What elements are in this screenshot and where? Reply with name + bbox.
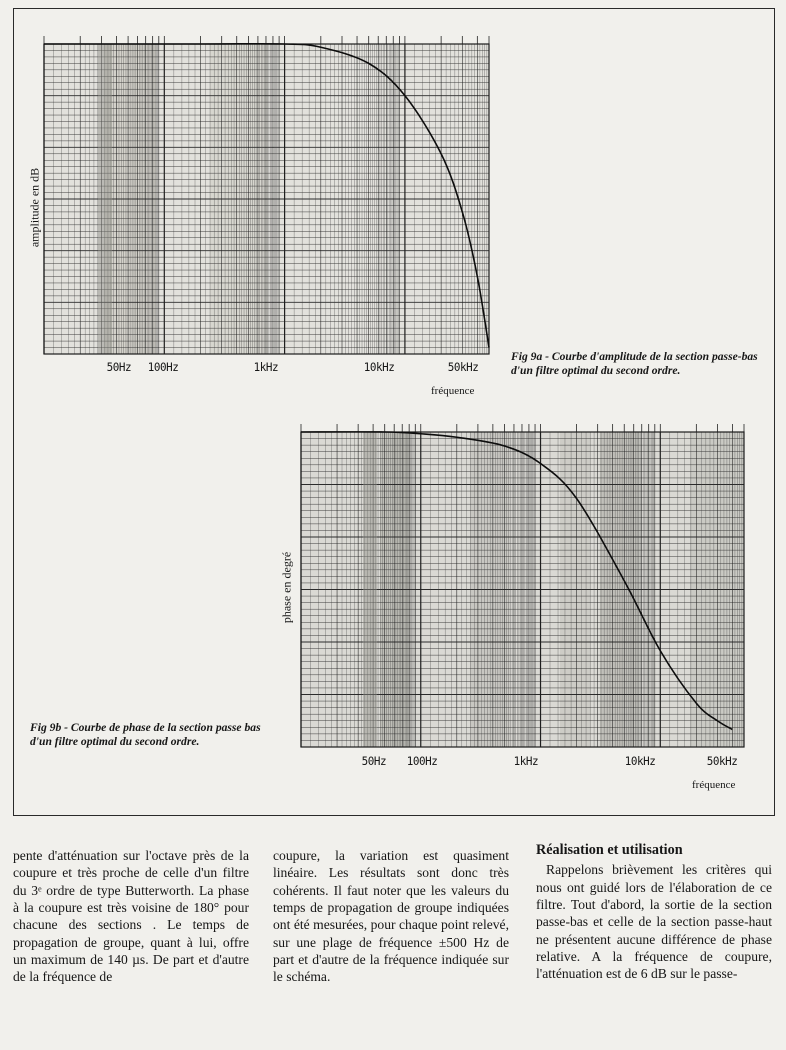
plot-a-xtick-10khz: 10kHz — [363, 360, 395, 374]
plot-b-xlabel: fréquence — [692, 779, 736, 791]
plot-a-ylabel: amplitude en dB — [27, 167, 42, 248]
plot-b-xtick-50khz: 50kHz — [706, 754, 738, 768]
plot-a-xtick-50hz: 50Hz — [106, 360, 132, 374]
plot-a-xtick-50khz: 50kHz — [447, 360, 479, 374]
plot-a-axis-band — [98, 44, 112, 354]
plot-b-xtick-10khz: 10kHz — [624, 754, 656, 768]
paragraph: pente d'atténuation sur l'octave près de la coupure et très proche de celle d'un filtre du 3ᵉ ordre de type Butterworth. La phase à la coupure est très voisine de 180° pour chacune des sections . Le temps de propagation de groupe, quant à lui, offre un maximum de 140 µs. De part et d'autre de la fréquence de — [13, 848, 249, 985]
plot-a-xtick-100hz: 100Hz — [147, 360, 179, 374]
plot-b-xtick-100hz: 100Hz — [406, 754, 438, 768]
paragraph: Rappelons brièvement les critères qui nous ont guidé lors de l'élaboration de ce filtre. Tout d'abord, la sortie de la section passe-bas et celle de la section passe-haut ne présentent aucune différence de phase relative. A la fréquence de coupure, l'atténuation est de 6 dB sur le passe- — [536, 862, 772, 982]
figure-a-caption: Fig 9a - Courbe d'amplitude de la section passe-bas d'un filtre optimal du second ordre. — [511, 350, 758, 377]
plot-b-xtick-50hz: 50Hz — [361, 754, 387, 768]
plot-b-ylabel: phase en degré — [279, 551, 294, 624]
plot-a-xtick-1khz: 1kHz — [253, 360, 279, 374]
figure-b-caption: Fig 9b - Courbe de phase de la section passe bas d'un filtre optimal du second ordre. — [30, 721, 261, 748]
text-column-3 — [536, 842, 772, 983]
plot-a-xlabel: fréquence — [431, 385, 475, 397]
plot-b-xtick-1khz: 1kHz — [513, 754, 539, 768]
paragraph: coupure, la variation est quasiment linéaire. Les résultats sont donc très cohérents. Il faut noter que les valeurs du temps de propagation de groupe indiquées ont été mesurées, pour chaque point relevé, sur une plage de fréquence ±500 Hz de part et d'autre de la fréquence indiquée sur le schéma. — [273, 848, 509, 985]
plot-b-axis-band — [363, 432, 377, 747]
text-column-2 — [273, 847, 509, 986]
text-column-1 — [13, 847, 249, 986]
section-heading: Réalisation et utilisation — [536, 842, 683, 858]
